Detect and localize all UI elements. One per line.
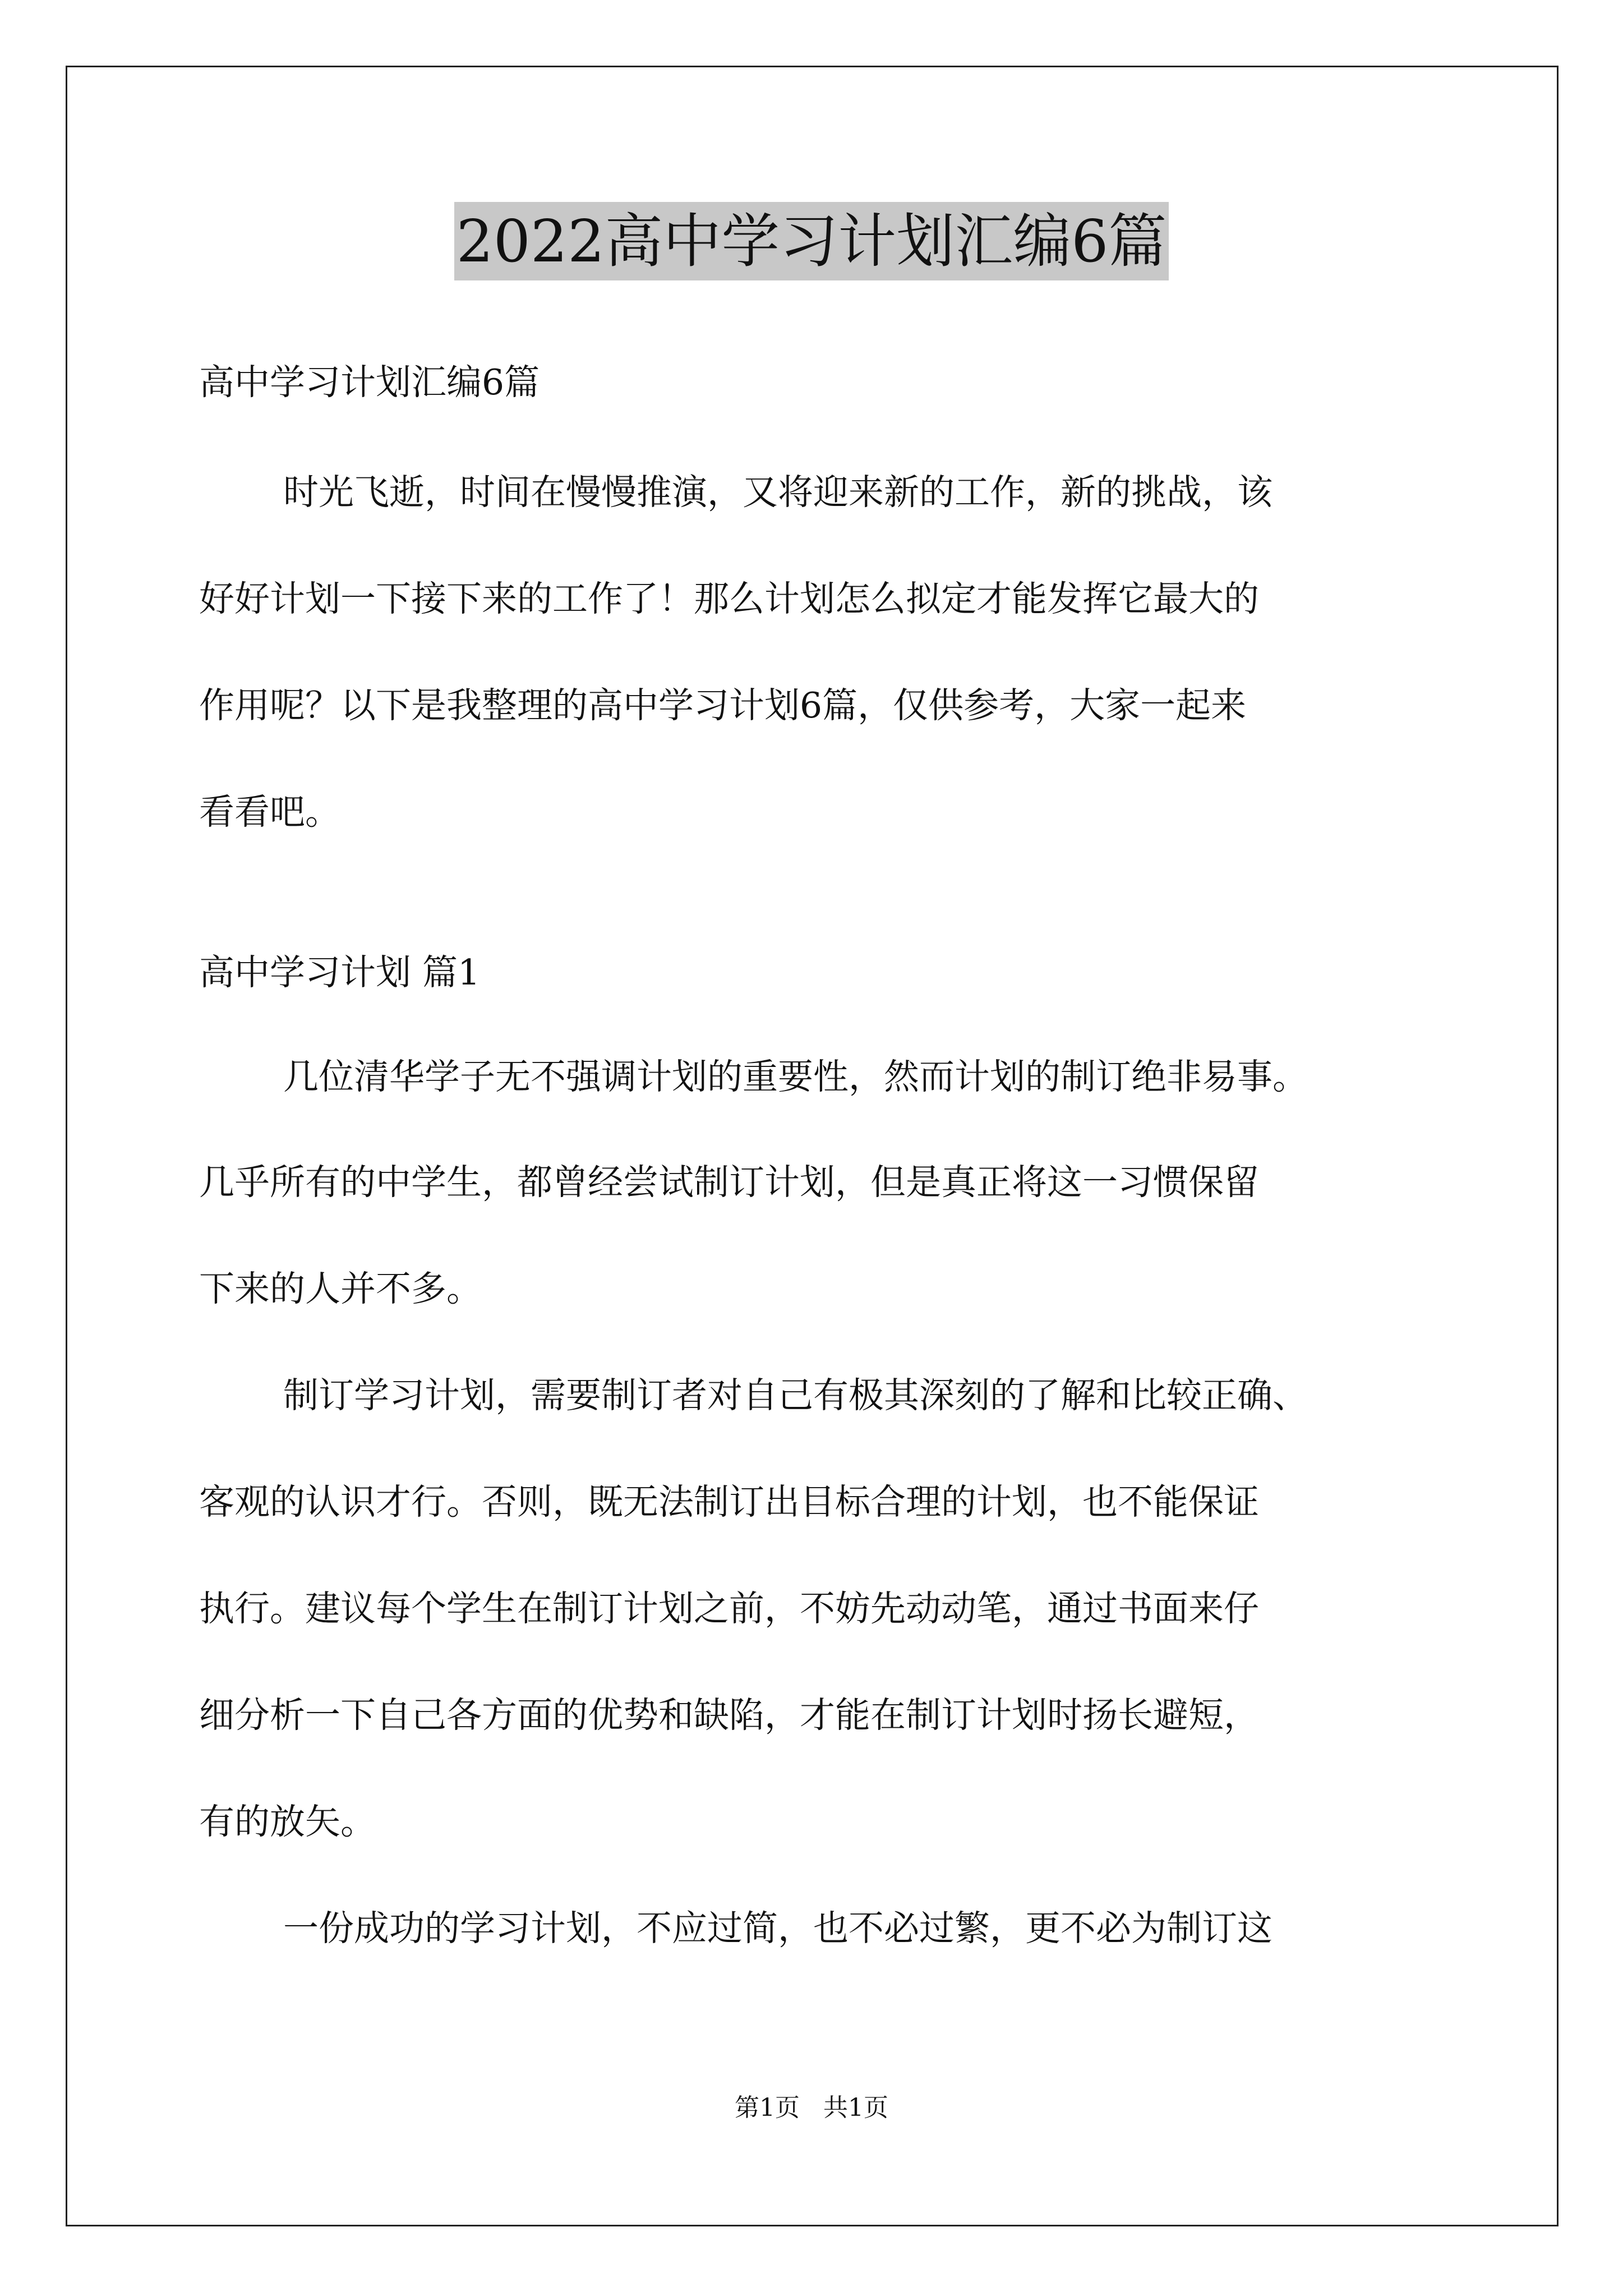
- section-heading: 高中学习计划 篇1: [199, 952, 481, 993]
- title-container: [0, 202, 1623, 280]
- intro-line-3: 作用呢？以下是我整理的高中学习计划6篇，仅供参考，大家一起来: [199, 685, 1247, 726]
- document-title: 2022高中学习计划汇编6篇: [454, 202, 1169, 280]
- para2-line-4: 细分析一下自己各方面的优势和缺陷，才能在制订计划时扬长避短，: [199, 1695, 1259, 1736]
- para1-line-3: 下来的人并不多。: [199, 1268, 482, 1309]
- para2-line-5: 有的放矢。: [199, 1801, 376, 1842]
- document-subtitle: 高中学习计划汇编6篇: [199, 362, 540, 403]
- para3-line-1: 一份成功的学习计划，不应过简，也不必过繁，更不必为制订这: [283, 1908, 1272, 1949]
- para2-line-2: 客观的认识才行。否则，既无法制订出目标合理的计划，也不能保证: [199, 1481, 1259, 1522]
- para2-line-3: 执行。建议每个学生在制订计划之前，不妨先动动笔，通过书面来仔: [199, 1588, 1259, 1629]
- para1-line-1: 几位清华学子无不强调计划的重要性，然而计划的制订绝非易事。: [283, 1056, 1308, 1097]
- para1-line-2: 几乎所有的中学生，都曾经尝试制订计划，但是真正将这一习惯保留: [199, 1162, 1259, 1203]
- intro-line-1: 时光飞逝，时间在慢慢推演，又将迎来新的工作，新的挑战，该: [283, 472, 1272, 513]
- page-footer: 第1页 共1页: [735, 2093, 888, 2122]
- intro-line-2: 好好计划一下接下来的工作了！那么计划怎么拟定才能发挥它最大的: [199, 578, 1259, 619]
- intro-line-4: 看看吧。: [199, 792, 340, 832]
- para2-line-1: 制订学习计划，需要制订者对自己有极其深刻的了解和比较正确、: [283, 1375, 1308, 1416]
